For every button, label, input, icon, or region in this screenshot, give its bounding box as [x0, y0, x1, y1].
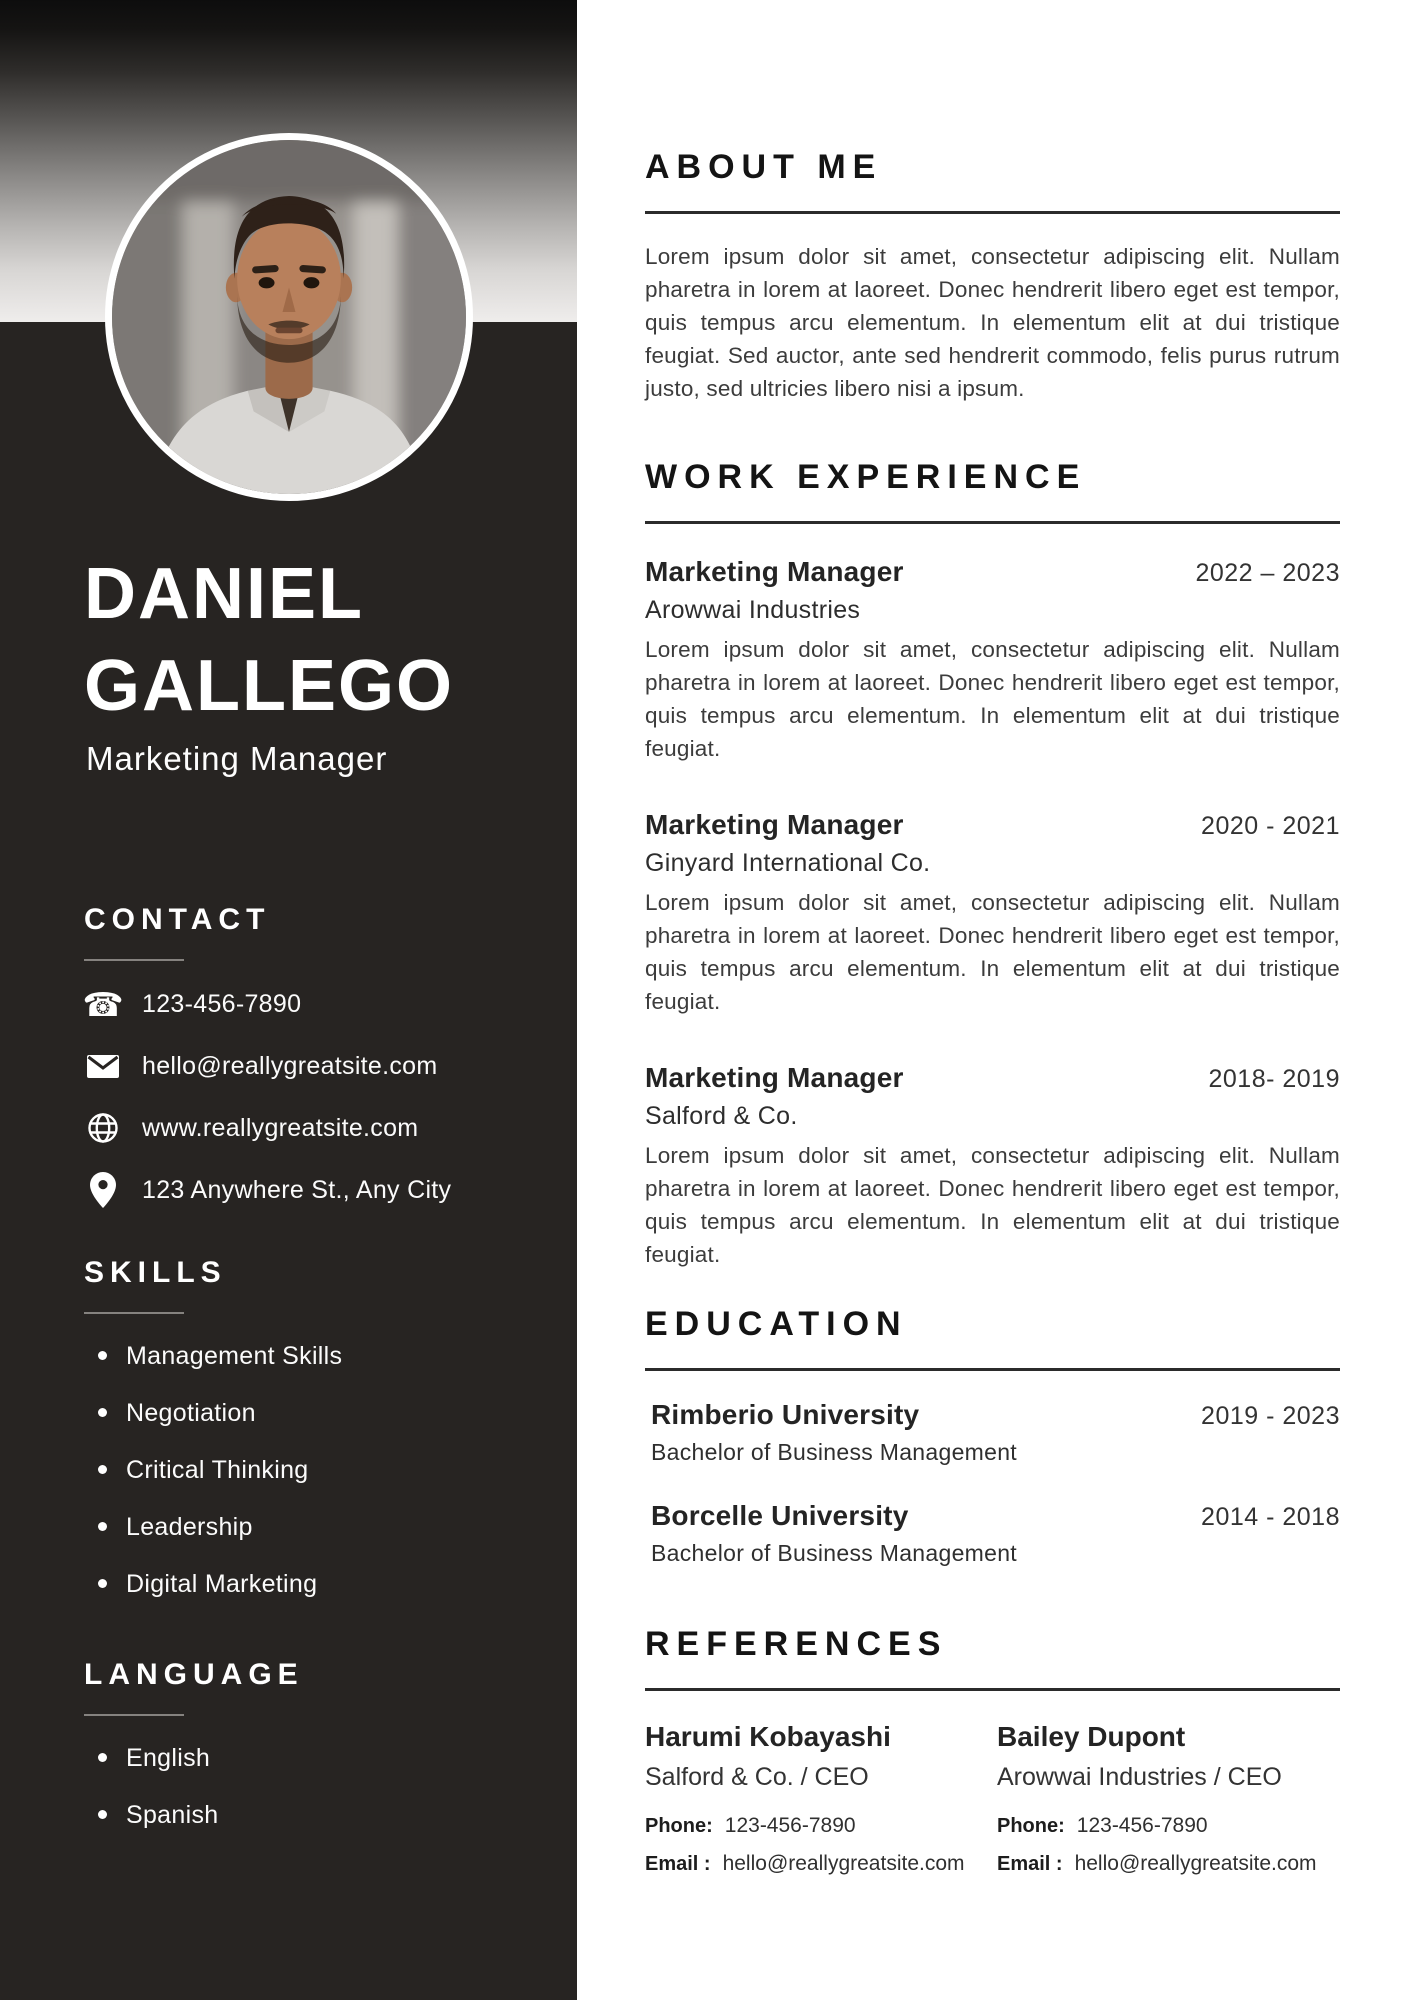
reference-role: Salford & Co. / CEO: [645, 1763, 869, 1791]
skills-section: [84, 1256, 537, 1599]
skills-list: [84, 1342, 537, 1599]
reference-card: [997, 1721, 1340, 1876]
reference-role: Arowwai Industries / CEO: [997, 1763, 1282, 1791]
job-title: Marketing Manager: [645, 556, 904, 587]
school-degree: Bachelor of Business Management: [651, 1439, 1018, 1465]
skill-item: Digital Marketing: [84, 1570, 537, 1599]
references-grid: [645, 1721, 1340, 1876]
reference-card: [645, 1721, 997, 1876]
phone-icon: ☎: [82, 985, 124, 1023]
contact-heading: CONTACT: [84, 903, 271, 936]
reference-phone[interactable]: 123-456-7890: [724, 1814, 856, 1837]
language-list: [84, 1744, 537, 1830]
job-entry: [645, 1062, 1340, 1271]
school-dates: 2014 - 2018: [1201, 1503, 1340, 1531]
contact-row-phone: [84, 985, 537, 1023]
references-section: [645, 1625, 1340, 1876]
email-icon: [84, 1055, 122, 1078]
candidate-title: Marketing Manager: [86, 740, 388, 777]
email-label: Email :: [997, 1853, 1063, 1875]
reference-phone-line: [645, 1814, 997, 1838]
job-entry: [645, 556, 1340, 765]
education-entry: [645, 1500, 1340, 1567]
skills-divider: [84, 1312, 184, 1314]
about-heading: ABOUT ME: [645, 148, 883, 186]
reference-name: Harumi Kobayashi: [645, 1721, 891, 1752]
language-section: [84, 1658, 537, 1830]
phone-label: Phone:: [645, 1815, 713, 1837]
education-divider: [645, 1368, 1340, 1371]
references-heading: REFERENCES: [645, 1625, 948, 1663]
work-experience-section: [645, 458, 1340, 1271]
school-degree: Bachelor of Business Management: [651, 1540, 1018, 1566]
contact-section: [84, 903, 537, 1209]
website-value[interactable]: www.reallygreatsite.com: [142, 1113, 419, 1142]
reference-name: Bailey Dupont: [997, 1721, 1186, 1752]
phone-label: Phone:: [997, 1815, 1065, 1837]
job-company: Ginyard International Co.: [645, 849, 931, 877]
school-name: Borcelle University: [651, 1500, 909, 1531]
education-entry: [645, 1399, 1340, 1466]
sidebar: [0, 0, 577, 2000]
skill-item: Critical Thinking: [84, 1456, 537, 1485]
reference-email-line: [645, 1852, 997, 1876]
address-value: 123 Anywhere St., Any City: [142, 1175, 452, 1204]
job-dates: 2018- 2019: [1208, 1065, 1340, 1093]
main-content: [577, 0, 1414, 2000]
language-divider: [84, 1714, 184, 1716]
education-section: [645, 1305, 1340, 1567]
work-experience-heading: WORK EXPERIENCE: [645, 458, 1087, 496]
work-experience-divider: [645, 521, 1340, 524]
globe-icon: [84, 1112, 122, 1144]
job-description: Lorem ipsum dolor sit amet, consectetur adipiscing elit. Nullam pharetra in lorem at laoreet. Donec hendrerit libero eget est tempor, quis tempus arcu elementum. In elementum elit at dui tristique feugiat.: [645, 1143, 1340, 1267]
contact-row-address: [84, 1171, 537, 1209]
language-item: English: [84, 1744, 537, 1773]
skill-item: Negotiation: [84, 1399, 537, 1428]
reference-email[interactable]: hello@reallygreatsite.com: [1074, 1852, 1317, 1875]
reference-email[interactable]: hello@reallygreatsite.com: [722, 1852, 965, 1875]
phone-value[interactable]: 123-456-7890: [142, 989, 302, 1018]
school-dates: 2019 - 2023: [1201, 1402, 1340, 1430]
references-divider: [645, 1688, 1340, 1691]
name-first: DANIEL: [84, 554, 364, 634]
skills-heading: SKILLS: [84, 1256, 227, 1289]
school-name: Rimberio University: [651, 1399, 920, 1430]
contact-row-website: [84, 1109, 537, 1147]
profile-photo: [105, 133, 473, 501]
contact-divider: [84, 959, 184, 961]
name-last: GALLEGO: [84, 646, 454, 726]
about-section: [645, 148, 1340, 405]
about-divider: [645, 211, 1340, 214]
job-description: Lorem ipsum dolor sit amet, consectetur adipiscing elit. Nullam pharetra in lorem at laoreet. Donec hendrerit libero eget est tempor, quis tempus arcu elementum. In elementum elit at dui tristique feugiat.: [645, 890, 1340, 1014]
language-heading: LANGUAGE: [84, 1658, 304, 1691]
reference-email-line: [997, 1852, 1340, 1876]
location-icon: [84, 1172, 122, 1208]
about-body: Lorem ipsum dolor sit amet, consectetur adipiscing elit. Nullam pharetra in lorem at laoreet. Donec hendrerit libero eget est tempor, quis tempus arcu elementum. In elementum elit at dui tristique feugiat. Sed auctor, ante sed hendrerit commodo, felis purus rutrum justo, sed ultricies libero nisi a ipsum.: [645, 244, 1340, 401]
job-company: Salford & Co.: [645, 1102, 798, 1130]
contact-list: [84, 985, 537, 1209]
contact-row-email: [84, 1047, 537, 1085]
job-title: Marketing Manager: [645, 809, 904, 840]
profile-photo-illustration: [112, 140, 466, 494]
job-title: Marketing Manager: [645, 1062, 904, 1093]
job-dates: 2020 - 2021: [1201, 812, 1340, 840]
job-description: Lorem ipsum dolor sit amet, consectetur adipiscing elit. Nullam pharetra in lorem at laoreet. Donec hendrerit libero eget est tempor, quis tempus arcu elementum. In elementum elit at dui tristique feugiat.: [645, 637, 1340, 761]
candidate-name: [84, 548, 454, 732]
job-dates: 2022 – 2023: [1195, 559, 1340, 587]
email-value[interactable]: hello@reallygreatsite.com: [142, 1051, 438, 1080]
education-heading: EDUCATION: [645, 1305, 908, 1343]
email-label: Email :: [645, 1853, 711, 1875]
skill-item: Leadership: [84, 1513, 537, 1542]
language-item: Spanish: [84, 1801, 537, 1830]
reference-phone-line: [997, 1814, 1340, 1838]
job-company: Arowwai Industries: [645, 596, 861, 624]
job-entry: [645, 809, 1340, 1018]
reference-phone[interactable]: 123-456-7890: [1076, 1814, 1208, 1837]
skill-item: Management Skills: [84, 1342, 537, 1371]
